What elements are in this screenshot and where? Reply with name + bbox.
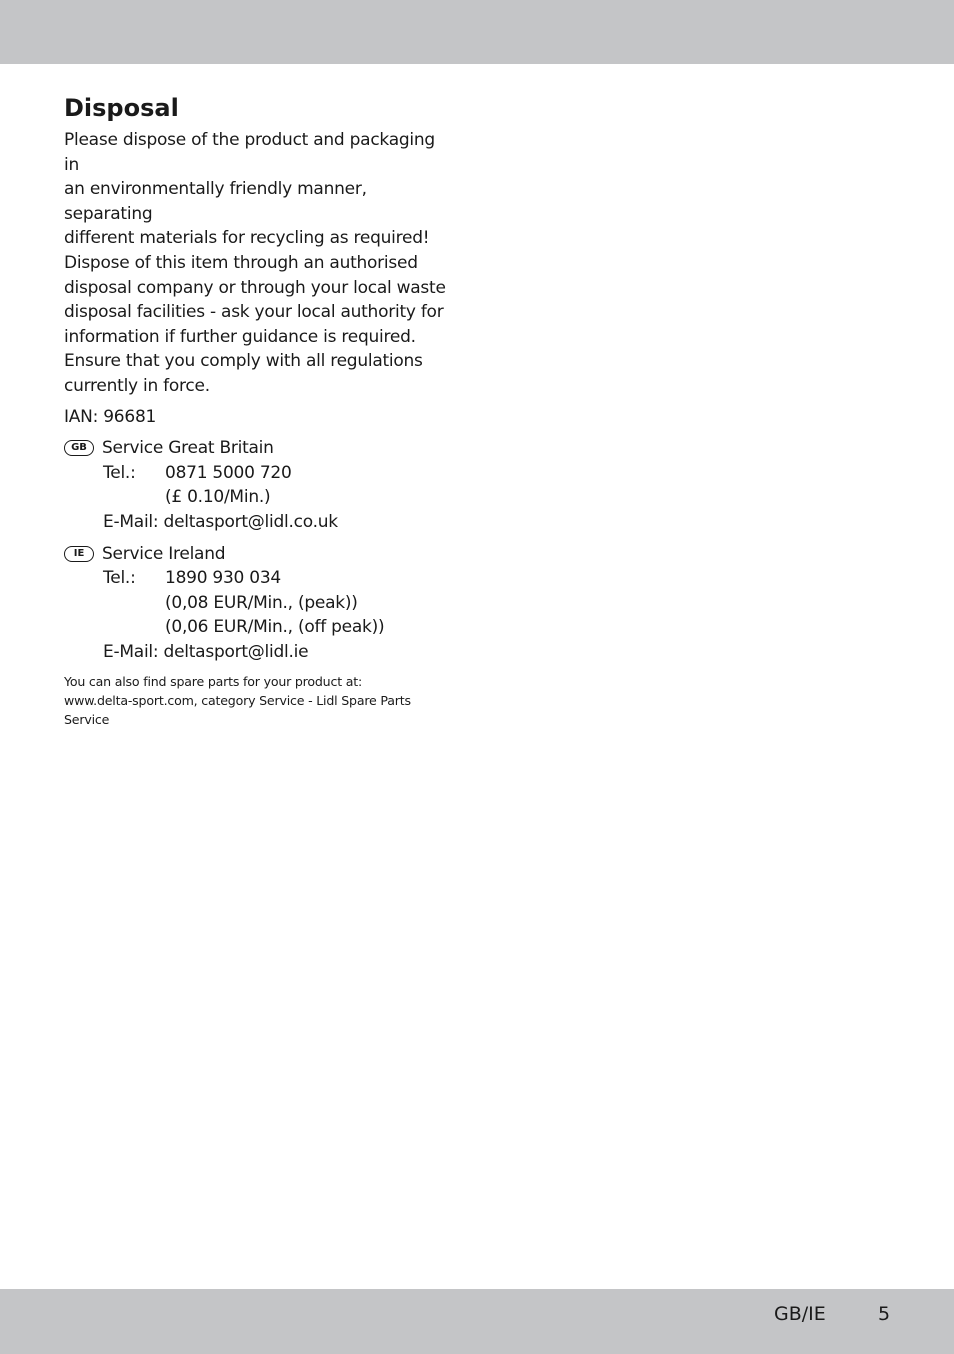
- tel-label: Tel.:: [103, 462, 136, 483]
- paragraph-line: information if further guidance is required.: [64, 326, 416, 347]
- ian-number: IAN: 96681: [64, 406, 157, 427]
- spare-parts-note: [64, 672, 449, 729]
- paragraph-line: Ensure that you comply with all regulations: [64, 351, 423, 372]
- service-ie-rate-peak: (0,08 EUR/Min., (peak)): [165, 592, 358, 613]
- header-band: [0, 0, 954, 64]
- service-ie-tel[interactable]: 1890 930 034: [165, 568, 281, 589]
- service-gb-title: Service Great Britain: [102, 438, 274, 459]
- service-ie-header: [64, 542, 449, 567]
- footer-region-label: GB/IE: [774, 1303, 826, 1325]
- disposal-paragraph: [64, 128, 449, 399]
- service-ie-tel-row: [64, 566, 449, 591]
- service-gb-tel-row: [64, 461, 449, 486]
- service-gb-header: [64, 436, 449, 461]
- disposal-section: [64, 92, 449, 729]
- paragraph-line: Please dispose of the product and packaging in: [64, 130, 435, 175]
- paragraph-line: disposal company or through your local waste: [64, 277, 446, 298]
- service-gb-rate: (£ 0.10/Min.): [165, 487, 271, 508]
- page-number: 5: [878, 1303, 891, 1325]
- spare-parts-line: Service: [64, 712, 110, 728]
- paragraph-line: currently in force.: [64, 375, 210, 396]
- section-title: Disposal: [64, 94, 179, 122]
- service-gb-tel[interactable]: 0871 5000 720: [165, 462, 292, 483]
- service-gb: [64, 436, 449, 534]
- ie-flag-badge: IE: [64, 546, 94, 562]
- service-gb-email[interactable]: E-Mail: deltasport@lidl.co.uk: [103, 511, 338, 532]
- spare-parts-line: You can also find spare parts for your product at:: [64, 674, 363, 690]
- service-ie-rate-offpeak: (0,06 EUR/Min., (off peak)): [165, 617, 385, 638]
- spare-parts-link[interactable]: www.delta-sport.com, category Service - Lidl Spare Parts: [64, 693, 411, 709]
- paragraph-line: an environmentally friendly manner, separating: [64, 179, 367, 224]
- service-ie-title: Service Ireland: [102, 543, 226, 564]
- service-ie-rate-peak-row: [64, 591, 449, 616]
- service-ie: [64, 542, 449, 665]
- service-ie-email[interactable]: E-Mail: deltasport@lidl.ie: [103, 641, 309, 662]
- paragraph-line: Dispose of this item through an authorised: [64, 252, 418, 273]
- paragraph-line: disposal facilities - ask your local authority for: [64, 302, 444, 323]
- service-gb-rate-row: [64, 485, 449, 510]
- gb-flag-badge: GB: [64, 440, 94, 456]
- tel-label: Tel.:: [103, 568, 136, 589]
- paragraph-line: different materials for recycling as required!: [64, 228, 430, 249]
- service-ie-rate-offpeak-row: [64, 615, 449, 640]
